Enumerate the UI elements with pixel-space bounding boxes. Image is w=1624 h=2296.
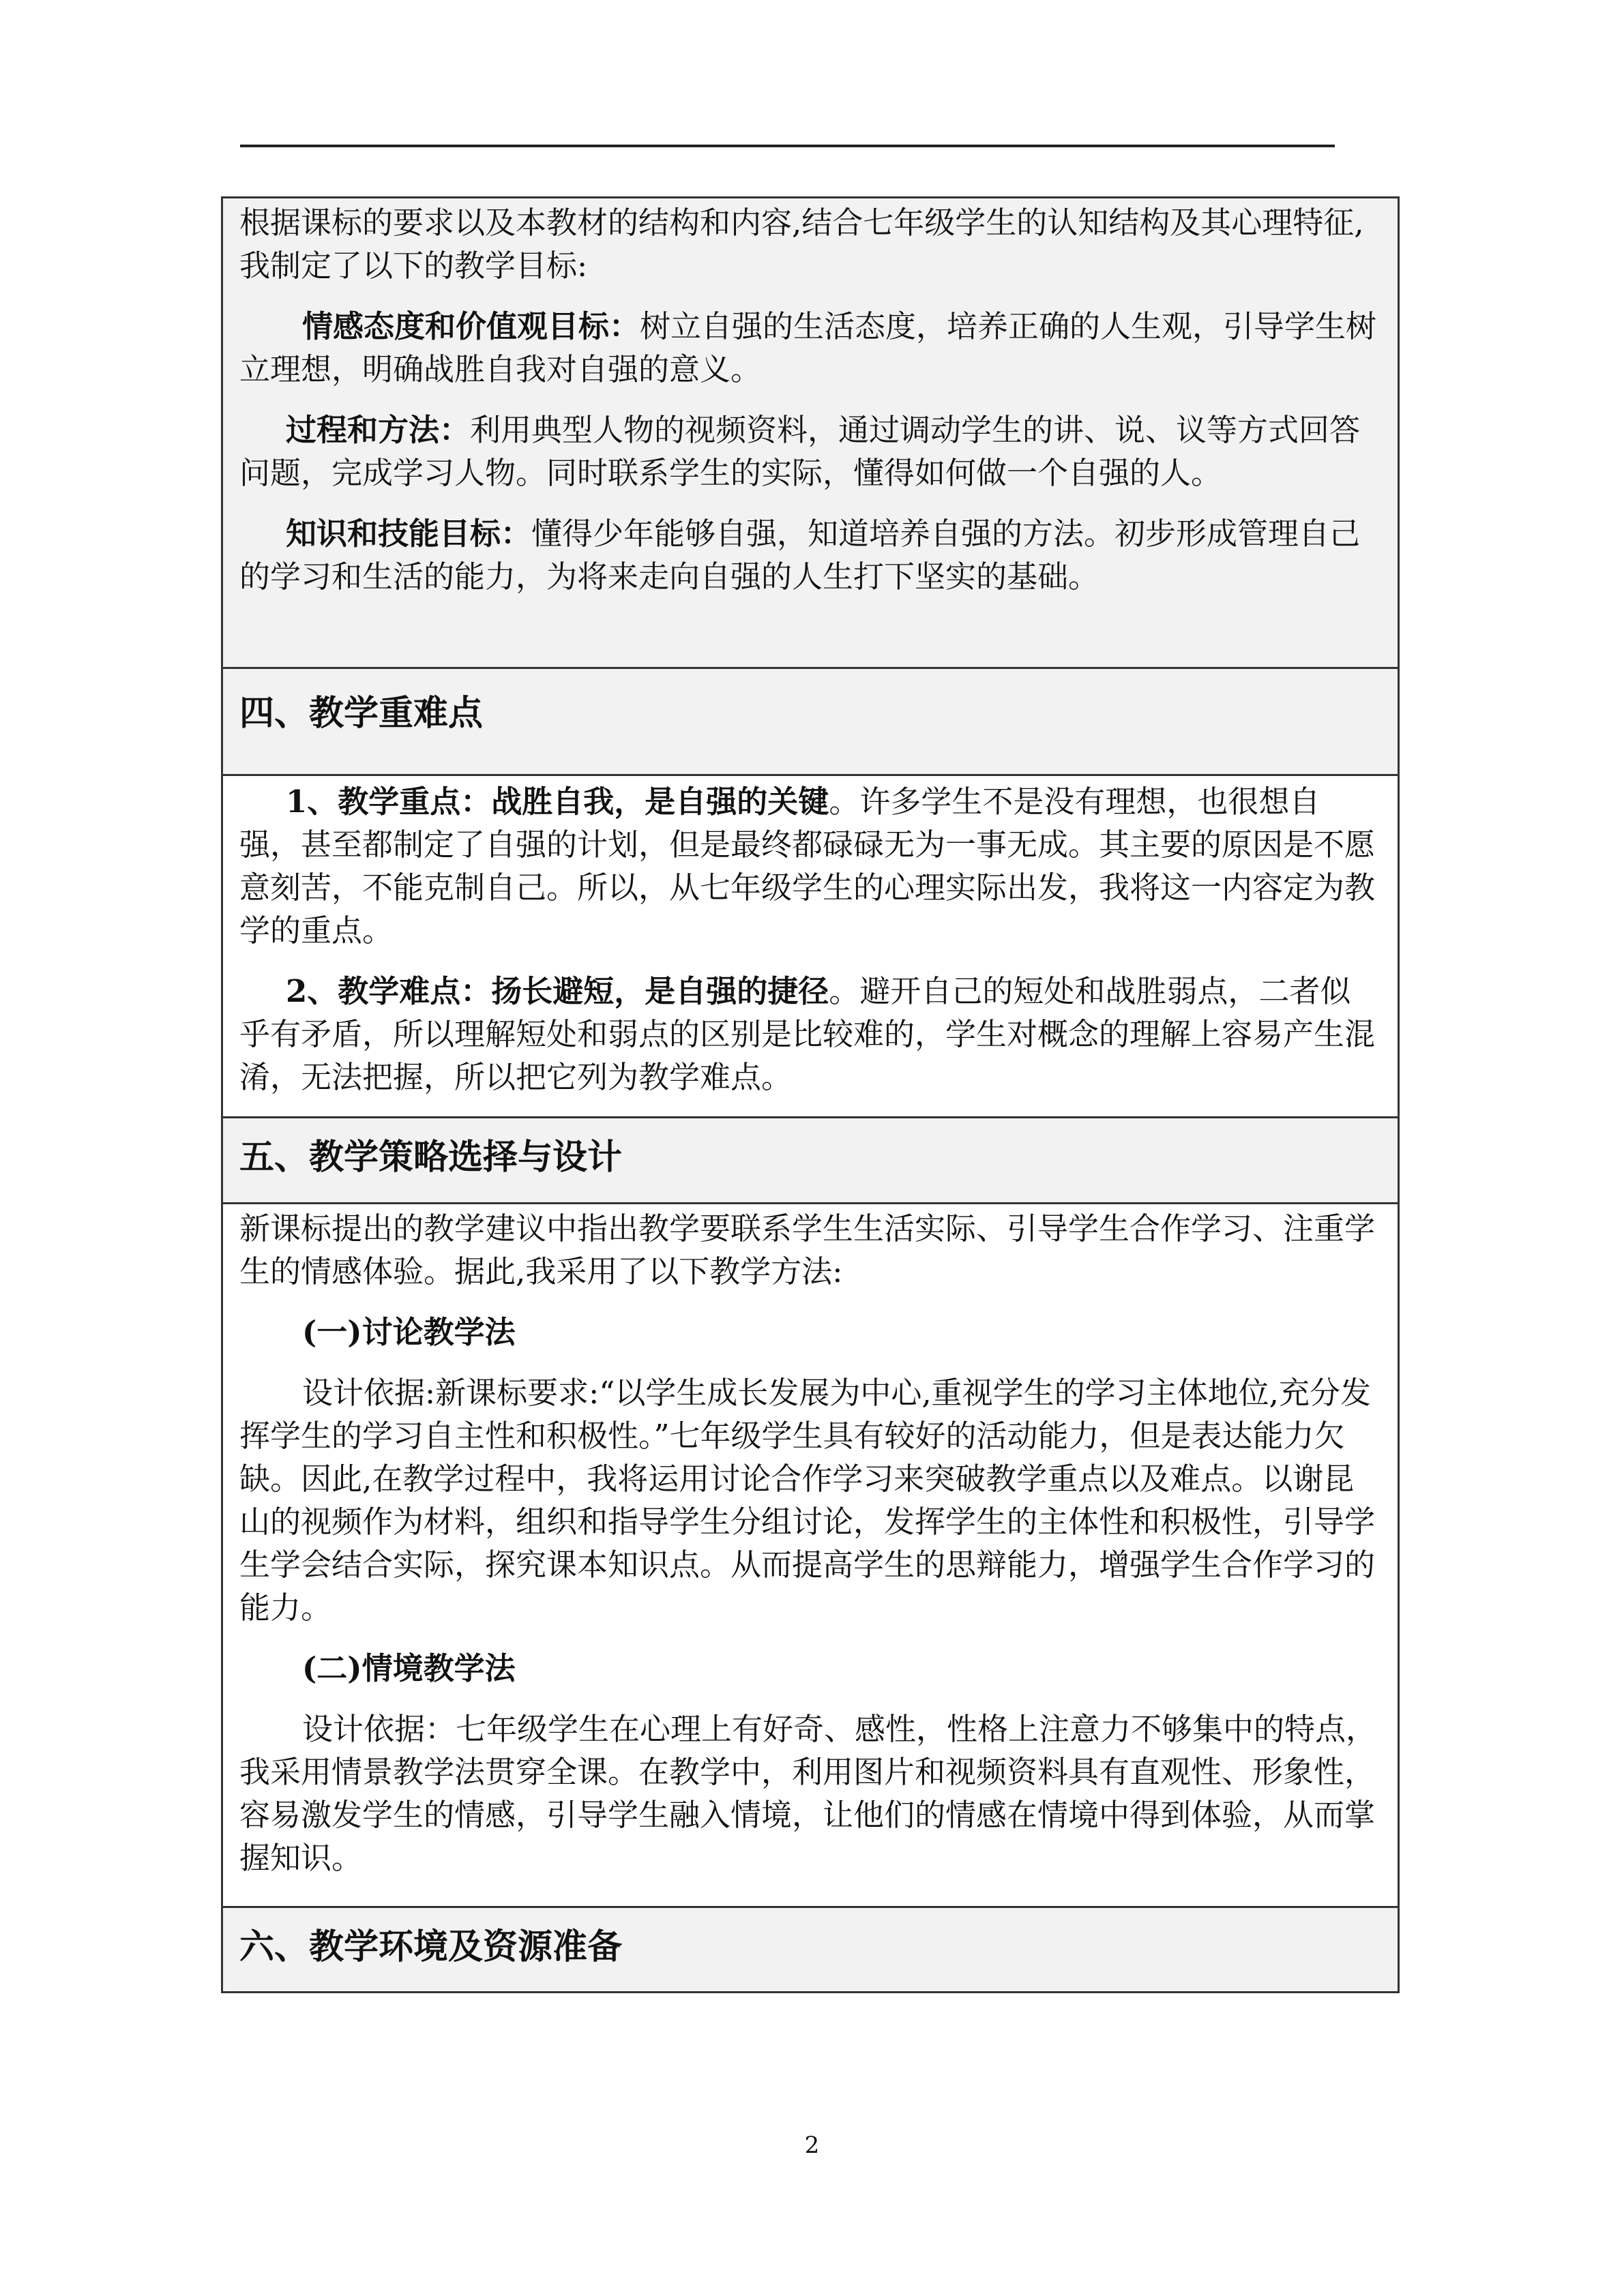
key-point-label: 1、教学重点：战胜自我，是自强的关键 <box>286 784 829 820</box>
section4-heading-row <box>222 668 1399 775</box>
objectives-intro: 根据课标的要求以及本教材的结构和内容,结合七年级学生的认知结构及其心理特征,我制定了以下的教学目标: <box>239 205 1364 284</box>
objective-process-label: 过程和方法： <box>286 412 471 448</box>
section6-heading-row <box>222 1907 1399 1993</box>
objective-process <box>239 408 1381 494</box>
difficult-point-text: 。避开自己的短处和战胜弱点，二者似乎有矛盾，所以理解短处和弱点的区别是比较难的，学生对概念的理解上容易产生混淆，无法把握，所以把它列为教学难点。 <box>239 973 1376 1095</box>
section5-body <box>222 1204 1399 1907</box>
header-rule <box>240 145 1335 147</box>
section5-heading: 五、教学策略选择与设计 <box>222 1118 1399 1204</box>
method-discussion-title: (一)讨论教学法 <box>302 1314 516 1350</box>
method-discussion-text: 设计依据:新课标要求:“以学生成长发展为中心,重视学生的学习主体地位,充分发挥学生的学习自主性和积极性。”七年级学生具有较好的活动能力，但是表达能力欠缺。因此,在教学过程中，我将运用讨论合作学习来突破教学重点以及难点。以谢昆山的视频作为材料，组织和指导学生分组讨论，发挥学生的主体性和积极性，引导学生学会结合实际，探究课本知识点。从而提高学生的思辩能力，增强学生合作学习的能力。 <box>239 1375 1376 1626</box>
section4-body <box>222 775 1399 1118</box>
objective-process-text: 利用典型人物的视频资料，通过调动学生的讲、说、议等方式回答问题，完成学习人物。同时联系学生的实际，懂得如何做一个自强的人。 <box>239 412 1361 491</box>
difficult-point-label: 2、教学难点：扬长避短，是自强的捷径 <box>286 973 829 1009</box>
section5-body-row <box>222 1204 1399 1907</box>
lesson-plan-table <box>221 196 1400 1993</box>
objective-knowledge-label: 知识和技能目标： <box>286 516 532 552</box>
section4-body-row <box>222 775 1399 1118</box>
section4-heading: 四、教学重难点 <box>222 668 1399 775</box>
key-point-text: 。许多学生不是没有理想，也很想自强，甚至都制定了自强的计划，但是最终都碌碌无为一事无成。其主要的原因是不愿意刻苦，不能克制自己。所以，从七年级学生的心理实际出发，我将这一内容定为教学的重点。 <box>239 784 1376 949</box>
key-point <box>239 780 1381 952</box>
objective-affective-text: 树立自强的生活态度，培养正确的人生观，引导学生树立理想，明确战胜自我对自强的意义。 <box>239 308 1377 387</box>
page-number: 2 <box>804 2132 820 2159</box>
method-situation-text: 设计依据：七年级学生在心理上有好奇、感性，性格上注意力不够集中的特点，我采用情景教学法贯穿全课。在教学中，利用图片和视频资料具有直观性、形象性，容易激发学生的情感，引导学生融入情境，让他们的情感在情境中得到体验，从而掌握知识。 <box>239 1711 1377 1876</box>
objectives-row <box>222 198 1399 668</box>
objectives-cell <box>222 198 1399 668</box>
strategy-intro: 新课标提出的教学建议中指出教学要联系学生生活实际、引导学生合作学习、注重学生的情感体验。据此,我采用了以下教学方法: <box>239 1210 1376 1289</box>
difficult-point <box>239 970 1381 1099</box>
objective-knowledge <box>239 512 1381 598</box>
objective-affective <box>239 305 1381 391</box>
objective-knowledge-text: 懂得少年能够自强，知道培养自强的方法。初步形成管理自己的学习和生活的能力，为将来走向自强的人生打下坚实的基础。 <box>239 516 1361 595</box>
section5-heading-row <box>222 1118 1399 1204</box>
objective-affective-label: 情感态度和价值观目标： <box>302 308 640 344</box>
method-situation-title: (二)情境教学法 <box>302 1650 516 1686</box>
section6-heading: 六、教学环境及资源准备 <box>222 1907 1399 1993</box>
